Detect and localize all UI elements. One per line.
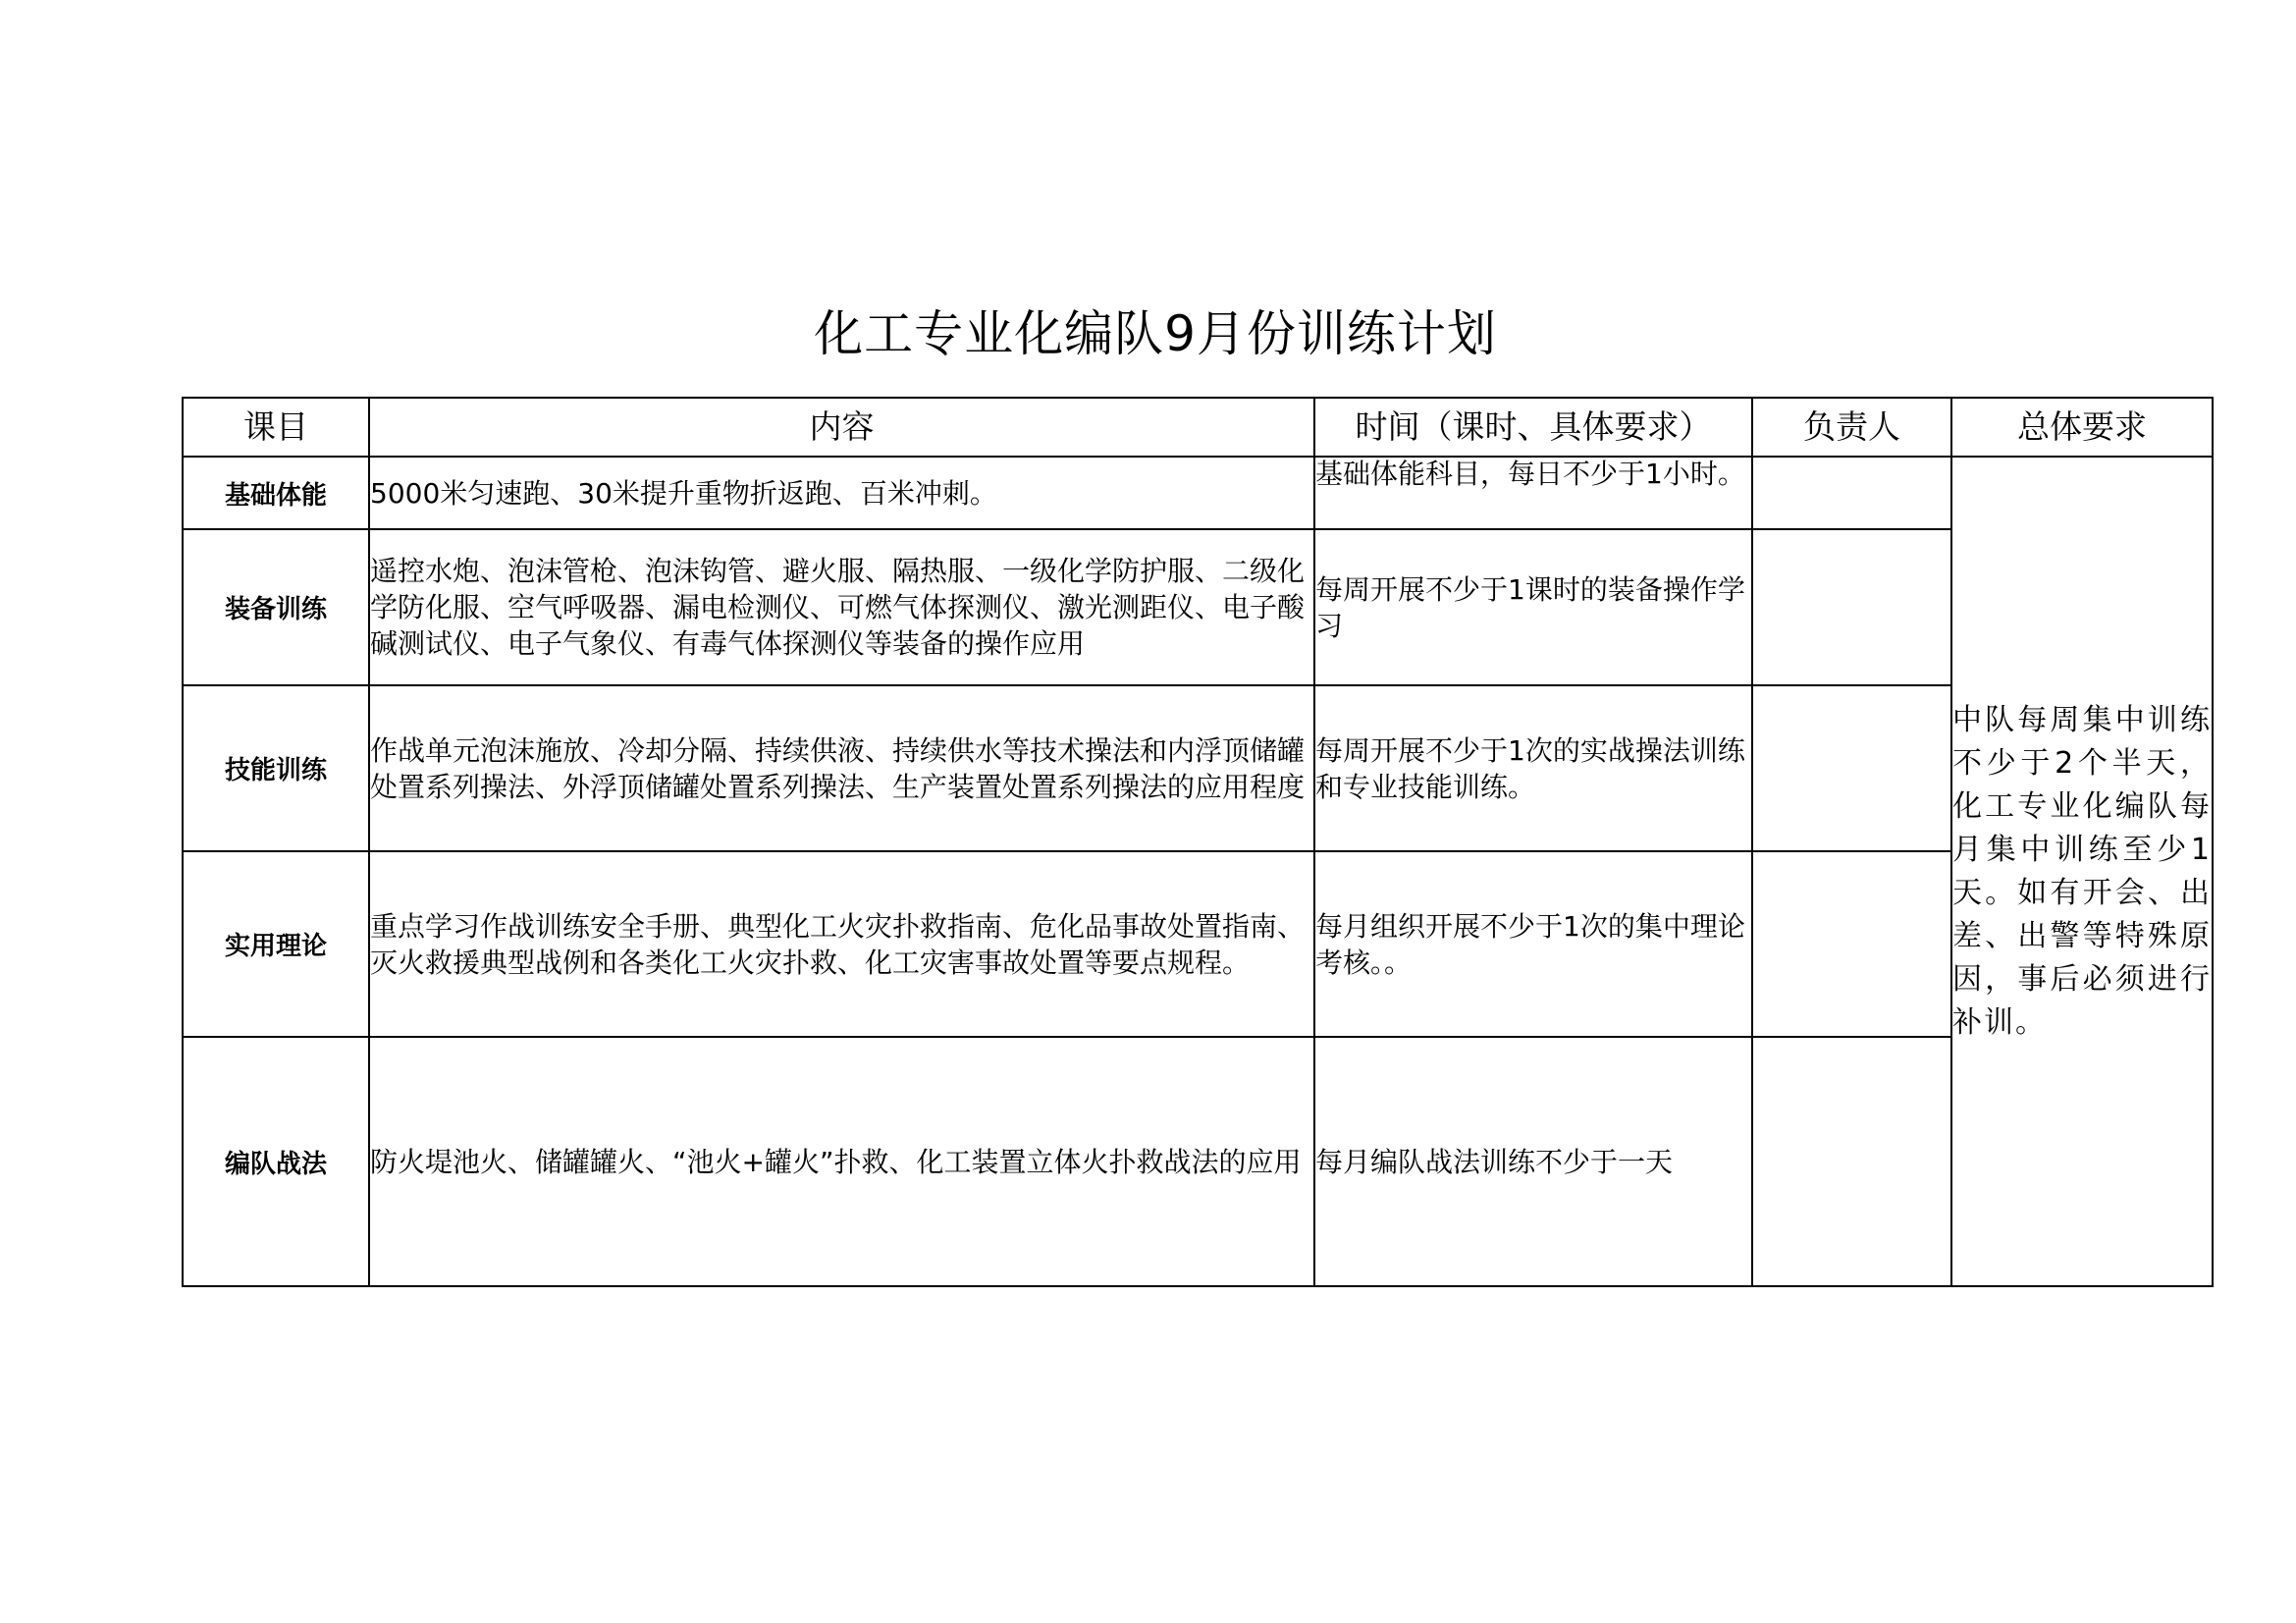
header-content: 内容 [369, 398, 1314, 457]
header-time: 时间（课时、具体要求） [1314, 398, 1752, 457]
row-content: 作战单元泡沫施放、冷却分隔、持续供液、持续供水等技术操法和内浮顶储罐处置系列操法、外浮顶储罐处置系列操法、生产装置处置系列操法的应用程度 [369, 685, 1314, 851]
row-owner [1752, 685, 1951, 851]
overall-requirement: 中队每周集中训练不少于2个半天，化工专业化编队每月集中训练至少1天。如有开会、出差、出警等特殊原因，事后必须进行补训。 [1951, 457, 2213, 1286]
table-row [183, 851, 2213, 1037]
row-time: 每月编队战法训练不少于一天 [1314, 1037, 1752, 1286]
header-owner: 负责人 [1752, 398, 1951, 457]
row-time: 每月组织开展不少于1次的集中理论考核。。 [1314, 851, 1752, 1037]
header-overall: 总体要求 [1951, 398, 2213, 457]
row-content: 5000米匀速跑、30米提升重物折返跑、百米冲刺。 [369, 457, 1314, 529]
table-row [183, 1037, 2213, 1286]
row-owner [1752, 851, 1951, 1037]
row-subject: 装备训练 [183, 529, 369, 685]
header-subject: 课目 [183, 398, 369, 457]
row-time: 基础体能科目，每日不少于1小时。 [1314, 457, 1752, 529]
training-plan-table [182, 397, 2214, 1287]
row-subject: 实用理论 [183, 851, 369, 1037]
table-row [183, 529, 2213, 685]
page-title: 化工专业化编队9月份训练计划 [814, 305, 1497, 362]
table-header-row [183, 398, 2213, 457]
row-owner [1752, 1037, 1951, 1286]
row-subject: 基础体能 [183, 457, 369, 529]
row-content: 防火堤池火、储罐罐火、“池火+罐火”扑救、化工装置立体火扑救战法的应用 [369, 1037, 1314, 1286]
row-owner [1752, 529, 1951, 685]
row-subject: 编队战法 [183, 1037, 369, 1286]
row-content: 重点学习作战训练安全手册、典型化工火灾扑救指南、危化品事故处置指南、灭火救援典型战例和各类化工火灾扑救、化工灾害事故处置等要点规程。 [369, 851, 1314, 1037]
row-owner [1752, 457, 1951, 529]
row-time: 每周开展不少于1次的实战操法训练和专业技能训练。 [1314, 685, 1752, 851]
row-subject: 技能训练 [183, 685, 369, 851]
table-row [183, 457, 2213, 529]
table-row [183, 685, 2213, 851]
row-content: 遥控水炮、泡沫管枪、泡沫钩管、避火服、隔热服、一级化学防护服、二级化学防化服、空气呼吸器、漏电检测仪、可燃气体探测仪、激光测距仪、电子酸碱测试仪、电子气象仪、有毒气体探测仪等装备的操作应用 [369, 529, 1314, 685]
row-time: 每周开展不少于1课时的装备操作学习 [1314, 529, 1752, 685]
